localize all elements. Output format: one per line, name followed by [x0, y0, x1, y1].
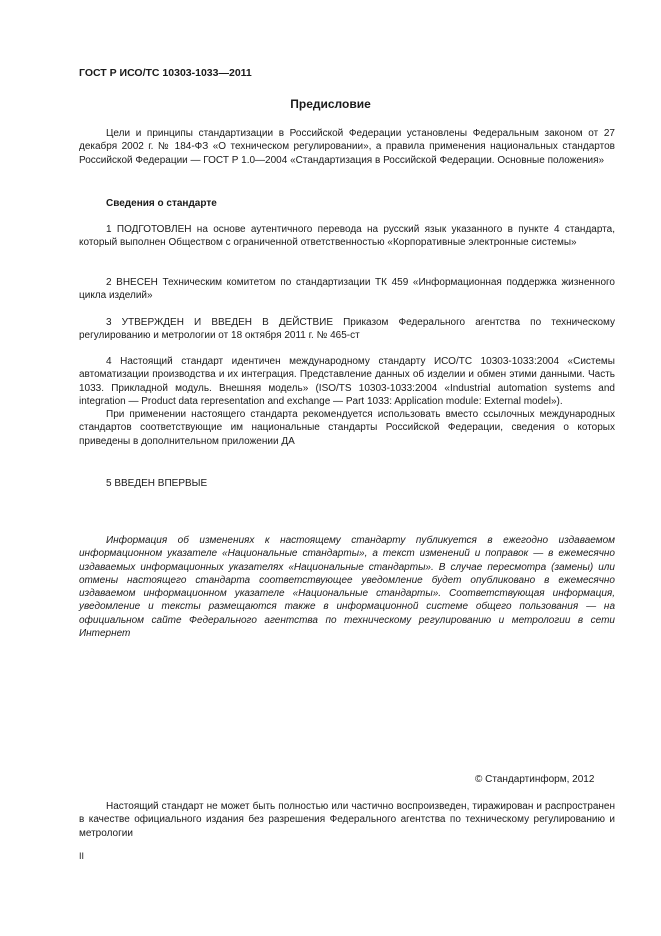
- item-4: [79, 355, 615, 448]
- copyright: © Стандартинформ, 2012: [475, 774, 595, 785]
- item-3: [79, 316, 615, 343]
- item-2-text: 2 ВНЕСЕН Техническим комитетом по стандартизации ТК 459 «Информационная поддержка жизненного цикла изделий»: [79, 277, 615, 302]
- footer-notice-text: Настоящий стандарт не может быть полностью или частично воспроизведен, тиражирован и распространен в качестве официального издания без разрешения Федерального агентства по техническому регулированию и метрологии: [79, 801, 615, 839]
- page-title: Предисловие: [290, 97, 371, 111]
- notice-text: Информация об изменениях к настоящему стандарту публикуется в ежегодно издаваемом информационном указателе «Национальные стандарты», а текст изменений и поправок — в ежемесячно издаваемых информационных указателях «Национальные стандарты». В случае пересмотра (замены) или отмены настоящего стандарта соответствующее уведомление будет опубликовано в ежемесячно издаваемом информационном указателе «Национальные стандарты». Соответствующая информация, уведомление и тексты размещаются также в информационной системе общего пользования — на официальном сайте Федерального агентства по техническому регулированию и метрологии в сети Интернет: [79, 535, 615, 640]
- item-5-text: 5 ВВЕДЕН ВПЕРВЫЕ: [106, 478, 208, 489]
- section-title: Сведения о стандарте: [106, 198, 217, 209]
- item-2: [79, 276, 615, 303]
- page-number: II: [79, 851, 85, 861]
- document-header: ГОСТ Р ИСО/ТС 10303-1033—2011: [79, 67, 252, 79]
- notice-paragraph: [79, 534, 615, 640]
- intro-text: Цели и принципы стандартизации в Российской Федерации установлены Федеральным законом от 27 декабря 2002 г. № 184-ФЗ «О техническом регулировании», а правила применения национальных стандартов Российской Федерации — ГОСТ Р 1.0—2004 «Стандартизация в Российской Федерации. Основные положения»: [79, 128, 615, 166]
- intro-paragraph: [79, 127, 615, 167]
- item-5: [79, 477, 615, 490]
- item-4-note: При применении настоящего стандарта рекомендуется использовать вместо ссылочных международных стандартов соответствующие им национальные стандарты Российской Федерации, сведения о которых приведены в дополнительном приложении ДА: [79, 409, 615, 447]
- item-4-text: 4 Настоящий стандарт идентичен международному стандарту ИСО/ТС 10303-1033:2004 «Системы автоматизации производства и их интеграция. Представление данных об изделии и обмен этими данными. Часть 1033. Прикладной модуль. Внешняя модель» (ISO/TS 10303-1033:2004 «Industrial automation systems and integration — Product data representation and exchange — Part 1033: Application module: External model»).: [79, 356, 615, 407]
- item-1-text: 1 ПОДГОТОВЛЕН на основе аутентичного перевода на русский язык указанного в пункте 4 стандарта, который выполнен Обществом с ограниченной ответственностью «Корпоративные электронные системы»: [79, 224, 615, 249]
- footer-notice: [79, 800, 615, 840]
- item-1: [79, 223, 615, 250]
- item-3-text: 3 УТВЕРЖДЕН И ВВЕДЕН В ДЕЙСТВИЕ Приказом Федерального агентства по техническому регулированию и метрологии от 18 октября 2011 г. № 465-ст: [79, 317, 615, 342]
